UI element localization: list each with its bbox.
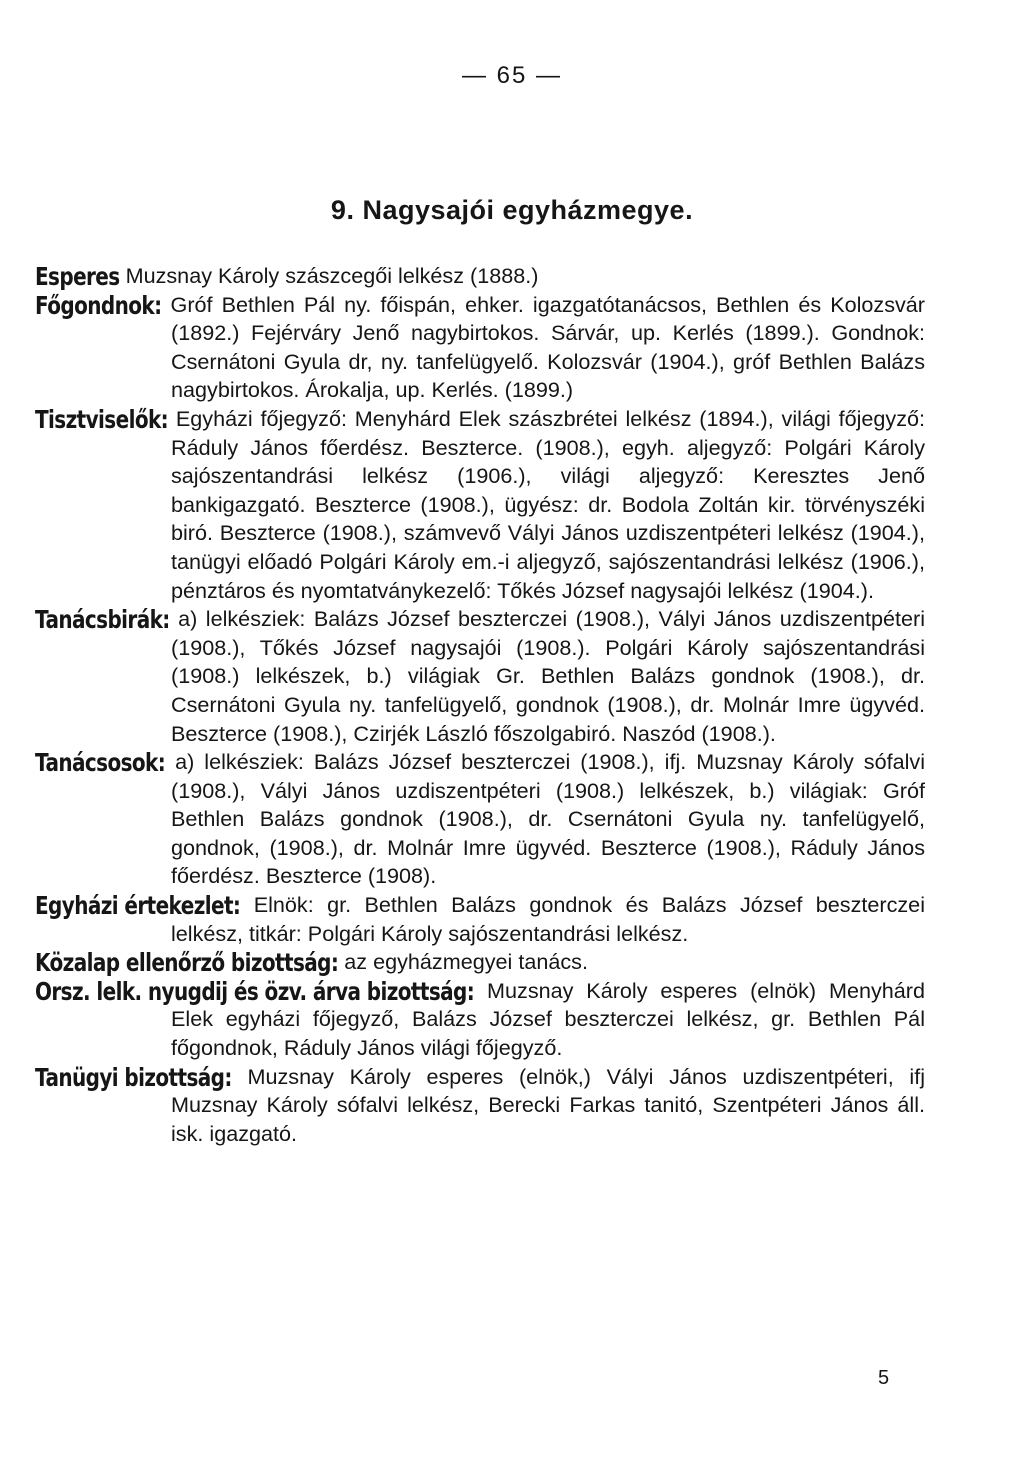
entry-tanacsbirak (35, 604, 926, 748)
entry-label: Orsz. lelk. nyugdij és özv. árva bizottság: (35, 975, 475, 1006)
entry-text: Egyházi főjegyző: Menyhárd Elek szászbrétei lelkész (1894.), világi főjegyző: Ráduly János főerdész. Beszterce. (1908.), egyh. aljegyző: Polgári Károly sajószentandrási lelkész (1906.), világi aljegyző: Keresztes Jenő bankigazgató. Beszterce (1908.), ügyész: dr. Bodola Zoltán kir. törvényszéki biró. Beszterce (1908.), számvevő Vályi János uzdiszentpéteri lelkész (1904.), tanügyi előadó Polgári Károly em.-i aljegyző, sajószentandrási lelkész (1906.), pénztáros és nyomtatványkezelő: Tőkés József nagysajói lelkész (1904.). (171, 405, 926, 603)
entry-label: Egyházi értekezlet: (35, 890, 241, 921)
entries-list (35, 261, 926, 1148)
section-heading: 9. Nagysajói egyházmegye. (330, 195, 694, 225)
entry-text: Elnök: gr. Bethlen Balázs gondnok és Balázs József beszterczei lelkész, titkár: Polgári Károly sajószentandrási lelkész. (171, 892, 925, 946)
entry-text: az egyházmegyei tanács. (344, 949, 588, 975)
entry-text: Muzsnay Károly esperes (elnök) Menyhárd Elek egyházi főjegyző, Balázs József beszterczei lelkész, gr. Bethlen Pál főgondnok, Ráduly János világi főjegyző. (171, 977, 925, 1061)
entry-nyugdij-bizottsag (35, 975, 925, 1063)
page-number: — 65 — (461, 62, 563, 89)
entry-tisztviselok (35, 403, 926, 605)
entry-label: Főgondnok: (35, 289, 162, 320)
entry-egyhazi-ertekezlet (35, 890, 925, 948)
entry-text: Gróf Bethlen Pál ny. főispán, ehker. igazgatótanácsos, Bethlen és Kolozsvár (1892.) Fejérváry Jenő nagybirtokos. Sárvár, up. Kerlés (1899.). Gondnok: Csernátoni Gyula dr, ny. tanfelügyelő. Kolozsvár (1904.), gróf Bethlen Balázs nagybirtokos. Árokalja, up. Kerlés. (1899.) (170, 291, 925, 403)
entry-text: Muzsnay Károly szászcegői lelkész (1888.) (125, 263, 539, 288)
entry-label: Tisztviselők: (35, 403, 169, 434)
entry-fogondnok (35, 289, 925, 405)
entry-label: Tanügyi bizottság: (35, 1061, 232, 1092)
entry-label: Tanácsosok: (35, 747, 166, 778)
entry-esperes (35, 261, 925, 291)
sheet-signature-mark: 5 (878, 1367, 890, 1389)
entry-tanacsosok (35, 747, 925, 891)
entry-tanugyi-bizottsag (35, 1061, 925, 1149)
entry-label: Esperes (35, 261, 120, 291)
entry-kozalap-bizottsag (35, 947, 925, 978)
entry-label: Közalap ellenőrző bizottság: (35, 947, 339, 978)
entry-label: Tanácsbirák: (35, 604, 170, 635)
entry-text: Muzsnay Károly esperes (elnök,) Vályi János uzdiszentpéteri, ifj Muzsnay Károly sófalvi lelkész, Berecki Farkas tanitó, Szentpéteri János áll. isk. igazgató. (171, 1063, 925, 1146)
entry-text: a) lelkésziek: Balázs József beszterczei (1908.), Vályi János uzdiszentpéteri (1908.), Tőkés József nagysajói (1908.). Polgári Károly sajószentandrási (1908.) lelkészek, b.) világiak Gr. Bethlen Balázs gondnok (1908.), dr. Csernátoni Gyula ny. tanfelügyelő, gondnok (1908.), dr. Molnár Imre ügyvéd. Beszterce (1908.), Czirjék László főszolgabiró. Naszód (1908.). (171, 606, 926, 746)
entry-text: a) lelkésziek: Balázs József beszterczei (1908.), ifj. Muzsnay Károly sófalvi (1908.), Vályi János uzdiszentpéteri (1908.) lelkészek, b.) világiak: Gróf Bethlen Balázs gondnok (1908.), dr. Csernátoni Gyula ny. tanfelügyelő, gondnok, (1908.), dr. Molnár Imre ügyvéd. Beszterce (1908.), Ráduly János főerdész. Beszterce (1908). (171, 749, 925, 889)
